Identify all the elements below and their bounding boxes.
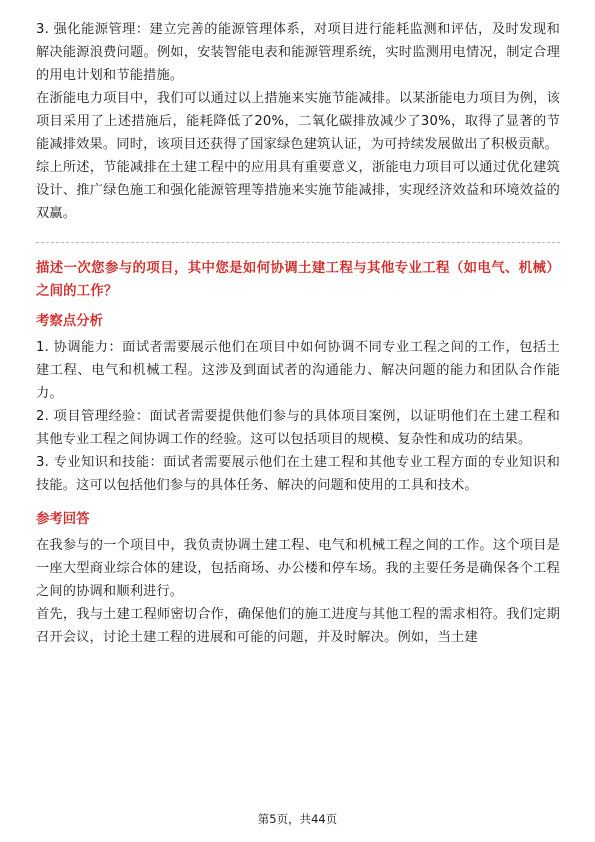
analysis-point: 2. 项目管理经验：面试者需要提供他们参与的具体项目案例，以证明他们在土建工程和其他专业工程之间协调工作的经验。这可以包括项目的规模、复杂性和成功的结果。 xyxy=(36,409,560,447)
analysis-title: 考察点分析 xyxy=(36,314,103,329)
body-paragraph: 在浙能电力项目中，我们可以通过以上措施来实施节能减排。以某浙能电力项目为例，该项目采用了上述措施后，能耗降低了20%，二氧化碳排放减少了30%，取得了显著的节能减排效果。同时，该项目还获得了国家绿色建筑认证，为可持续发展做出了积极贡献。 xyxy=(36,91,560,152)
body-paragraph: 3. 强化能源管理：建立完善的能源管理体系，对项目进行能耗监测和评估，及时发现和解决能源浪费问题。例如，安装智能电表和能源管理系统，实时监测用电情况，制定合理的用电计划和节能措施。 xyxy=(36,22,560,83)
page-content xyxy=(36,18,560,649)
analysis-point: 3. 专业知识和技能：面试者需要展示他们在土建工程和其他专业工程方面的专业知识和技能。这可以包括他们参与的具体任务、解决的问题和使用的工具和技术。 xyxy=(36,455,560,493)
section-divider xyxy=(36,242,560,243)
answer-paragraph: 在我参与的一个项目中，我负责协调土建工程、电气和机械工程之间的工作。这个项目是一座大型商业综合体的建设，包括商场、办公楼和停车场。我的主要任务是确保各个工程之间的协调和顺利进行。 xyxy=(36,538,560,599)
body-paragraph: 综上所述，节能减排在土建工程中的应用具有重要意义，浙能电力项目可以通过优化建筑设计、推广绿色施工和强化能源管理等措施来实施节能减排，实现经济效益和环境效益的双赢。 xyxy=(36,160,560,221)
interview-question: 描述一次您参与的项目，其中您是如何协调土建工程与其他专业工程（如电气、机械）之间的工作？ xyxy=(36,261,560,299)
analysis-point: 1. 协调能力：面试者需要展示他们在项目中如何协调不同专业工程之间的工作，包括土建工程、电气和机械工程。这涉及到面试者的沟通能力、解决问题的能力和团队合作能力。 xyxy=(36,340,560,401)
page-number: 第5页，共44页 xyxy=(257,812,338,826)
answer-title: 参考回答 xyxy=(36,512,90,527)
answer-paragraph: 首先，我与土建工程师密切合作，确保他们的施工进度与其他工程的需求相符。我们定期召开会议，讨论土建工程的进展和可能的问题，并及时解决。例如，当土建 xyxy=(36,607,560,645)
